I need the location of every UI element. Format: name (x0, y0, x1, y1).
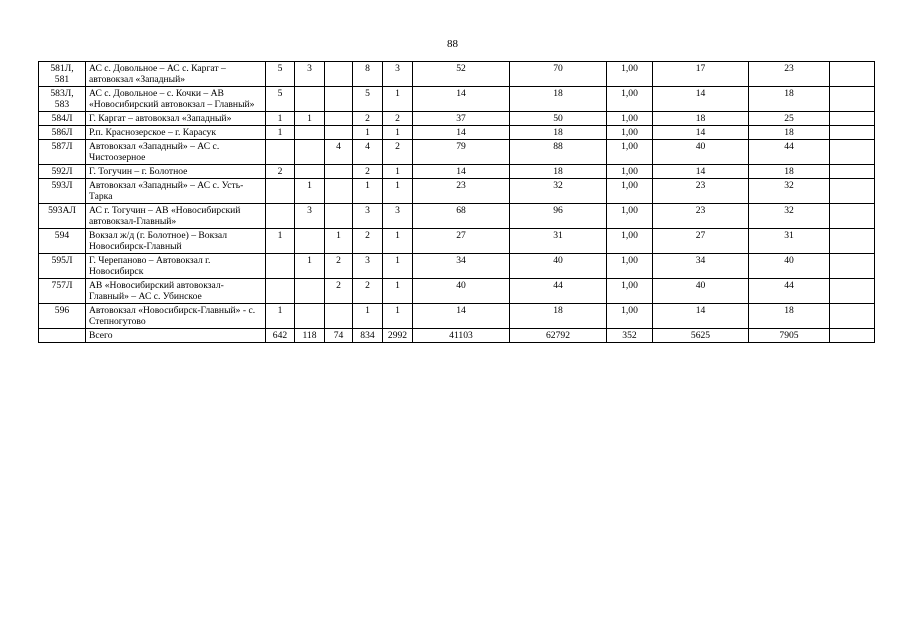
value-cell-c4: 834 (353, 329, 383, 343)
route-number-cell: 592Л (39, 165, 86, 179)
value-cell-c3: 4 (325, 140, 353, 165)
value-cell-c5: 1 (383, 254, 413, 279)
route-name-cell: Автовокзал «Западный» – АС с. Усть-Тарка (86, 179, 266, 204)
value-cell-c8: 1,00 (607, 254, 653, 279)
value-cell-c4: 8 (353, 62, 383, 87)
value-cell-c1 (266, 204, 295, 229)
value-cell-c3 (325, 62, 353, 87)
value-cell-c1: 1 (266, 304, 295, 329)
table-row (39, 304, 875, 329)
value-cell-c6: 14 (413, 87, 510, 112)
value-cell-c10: 44 (749, 140, 830, 165)
value-cell-c1: 642 (266, 329, 295, 343)
value-cell-c9: 40 (653, 279, 749, 304)
value-cell-c3: 2 (325, 254, 353, 279)
value-cell-c6: 27 (413, 229, 510, 254)
route-number-cell: 596 (39, 304, 86, 329)
value-cell-c4: 2 (353, 279, 383, 304)
value-cell-c4: 2 (353, 165, 383, 179)
value-cell-c8: 1,00 (607, 87, 653, 112)
route-name-cell: Автовокзал «Западный» – АС с. Чистоозерное (86, 140, 266, 165)
value-cell-c10: 18 (749, 87, 830, 112)
table-row (39, 165, 875, 179)
table-row (39, 126, 875, 140)
value-cell-c1 (266, 140, 295, 165)
value-cell-c9: 40 (653, 140, 749, 165)
value-cell-c2 (295, 126, 325, 140)
value-cell-c8: 1,00 (607, 304, 653, 329)
value-cell-c1 (266, 179, 295, 204)
value-cell-c6: 37 (413, 112, 510, 126)
value-cell-c8: 1,00 (607, 179, 653, 204)
value-cell-c7: 62792 (510, 329, 607, 343)
route-number-cell: 587Л (39, 140, 86, 165)
value-cell-c6: 79 (413, 140, 510, 165)
route-name-cell: АВ «Новосибирский автовокзал-Главный» – АС с. Убинское (86, 279, 266, 304)
table-row (39, 254, 875, 279)
value-cell-c4: 2 (353, 229, 383, 254)
value-cell-c1: 1 (266, 126, 295, 140)
route-number-cell: 593АЛ (39, 204, 86, 229)
value-cell-c4: 1 (353, 179, 383, 204)
value-cell-c3 (325, 112, 353, 126)
table-row (39, 112, 875, 126)
value-cell-c10: 18 (749, 304, 830, 329)
value-cell-c3 (325, 304, 353, 329)
value-cell-c9: 23 (653, 204, 749, 229)
value-cell-c9: 14 (653, 87, 749, 112)
value-cell-c6: 14 (413, 126, 510, 140)
table-row (39, 87, 875, 112)
value-cell-c5: 1 (383, 229, 413, 254)
value-cell-c9: 27 (653, 229, 749, 254)
value-cell-c2 (295, 87, 325, 112)
value-cell-c11 (830, 87, 875, 112)
value-cell-c8: 1,00 (607, 126, 653, 140)
route-number-cell (39, 329, 86, 343)
value-cell-c11 (830, 254, 875, 279)
value-cell-c3 (325, 179, 353, 204)
value-cell-c9: 5625 (653, 329, 749, 343)
value-cell-c11 (830, 229, 875, 254)
value-cell-c7: 32 (510, 179, 607, 204)
value-cell-c10: 7905 (749, 329, 830, 343)
value-cell-c2 (295, 279, 325, 304)
value-cell-c11 (830, 140, 875, 165)
value-cell-c7: 96 (510, 204, 607, 229)
route-number-cell: 586Л (39, 126, 86, 140)
value-cell-c10: 18 (749, 126, 830, 140)
value-cell-c5: 1 (383, 165, 413, 179)
table-row (39, 204, 875, 229)
value-cell-c10: 32 (749, 204, 830, 229)
value-cell-c7: 50 (510, 112, 607, 126)
value-cell-c2: 3 (295, 62, 325, 87)
table-body (39, 62, 875, 343)
value-cell-c5: 1 (383, 179, 413, 204)
value-cell-c2: 1 (295, 112, 325, 126)
value-cell-c7: 70 (510, 62, 607, 87)
value-cell-c11 (830, 62, 875, 87)
value-cell-c5: 1 (383, 126, 413, 140)
value-cell-c6: 14 (413, 165, 510, 179)
value-cell-c10: 31 (749, 229, 830, 254)
value-cell-c5: 3 (383, 62, 413, 87)
route-number-cell: 583Л, 583 (39, 87, 86, 112)
value-cell-c8: 352 (607, 329, 653, 343)
route-name-cell: Автовокзал «Новосибирск-Главный» - с. Степногутово (86, 304, 266, 329)
value-cell-c3 (325, 165, 353, 179)
value-cell-c6: 23 (413, 179, 510, 204)
value-cell-c4: 5 (353, 87, 383, 112)
value-cell-c5: 2 (383, 112, 413, 126)
value-cell-c6: 34 (413, 254, 510, 279)
route-name-cell: Г. Черепаново – Автовокзал г. Новосибирск (86, 254, 266, 279)
route-name-cell: Вокзал ж/д (г. Болотное) – Вокзал Новосибирск-Главный (86, 229, 266, 254)
value-cell-c5: 2 (383, 140, 413, 165)
value-cell-c11 (830, 165, 875, 179)
value-cell-c2 (295, 165, 325, 179)
table-row (39, 229, 875, 254)
route-number-cell: 584Л (39, 112, 86, 126)
value-cell-c10: 23 (749, 62, 830, 87)
value-cell-c11 (830, 179, 875, 204)
value-cell-c2: 118 (295, 329, 325, 343)
value-cell-c1: 5 (266, 62, 295, 87)
route-number-cell: 594 (39, 229, 86, 254)
value-cell-c3: 1 (325, 229, 353, 254)
value-cell-c11 (830, 126, 875, 140)
value-cell-c10: 18 (749, 165, 830, 179)
value-cell-c1 (266, 279, 295, 304)
value-cell-c9: 18 (653, 112, 749, 126)
value-cell-c4: 2 (353, 112, 383, 126)
value-cell-c7: 88 (510, 140, 607, 165)
value-cell-c4: 1 (353, 126, 383, 140)
routes-table (38, 61, 875, 343)
value-cell-c10: 32 (749, 179, 830, 204)
value-cell-c6: 14 (413, 304, 510, 329)
value-cell-c5: 3 (383, 204, 413, 229)
page-number: 88 (447, 38, 458, 50)
value-cell-c4: 3 (353, 204, 383, 229)
value-cell-c1: 1 (266, 112, 295, 126)
value-cell-c8: 1,00 (607, 279, 653, 304)
value-cell-c5: 1 (383, 87, 413, 112)
value-cell-c2 (295, 229, 325, 254)
value-cell-c5: 1 (383, 304, 413, 329)
value-cell-c11 (830, 112, 875, 126)
value-cell-c3: 2 (325, 279, 353, 304)
value-cell-c2 (295, 140, 325, 165)
value-cell-c7: 31 (510, 229, 607, 254)
value-cell-c9: 17 (653, 62, 749, 87)
value-cell-c7: 44 (510, 279, 607, 304)
value-cell-c8: 1,00 (607, 140, 653, 165)
table-row (39, 279, 875, 304)
route-number-cell: 593Л (39, 179, 86, 204)
value-cell-c11 (830, 279, 875, 304)
value-cell-c4: 4 (353, 140, 383, 165)
value-cell-c8: 1,00 (607, 62, 653, 87)
value-cell-c8: 1,00 (607, 165, 653, 179)
value-cell-c3 (325, 87, 353, 112)
value-cell-c6: 40 (413, 279, 510, 304)
value-cell-c9: 14 (653, 304, 749, 329)
value-cell-c2 (295, 304, 325, 329)
value-cell-c6: 68 (413, 204, 510, 229)
value-cell-c1: 1 (266, 229, 295, 254)
value-cell-c4: 3 (353, 254, 383, 279)
value-cell-c3 (325, 126, 353, 140)
value-cell-c2: 1 (295, 179, 325, 204)
value-cell-c7: 18 (510, 126, 607, 140)
value-cell-c8: 1,00 (607, 112, 653, 126)
value-cell-c1: 5 (266, 87, 295, 112)
value-cell-c9: 34 (653, 254, 749, 279)
route-name-cell: АС г. Тогучин – АВ «Новосибирский автовокзал-Главный» (86, 204, 266, 229)
value-cell-c10: 25 (749, 112, 830, 126)
value-cell-c7: 18 (510, 304, 607, 329)
value-cell-c10: 40 (749, 254, 830, 279)
route-name-cell: АС с. Довольное – АС с. Каргат – автовокзал «Западный» (86, 62, 266, 87)
table-row (39, 179, 875, 204)
value-cell-c9: 23 (653, 179, 749, 204)
value-cell-c8: 1,00 (607, 229, 653, 254)
value-cell-c2: 3 (295, 204, 325, 229)
value-cell-c4: 1 (353, 304, 383, 329)
value-cell-c1 (266, 254, 295, 279)
value-cell-c2: 1 (295, 254, 325, 279)
route-name-cell: АС с. Довольное – с. Кочки – АВ «Новосибирский автовокзал – Главный» (86, 87, 266, 112)
table-row (39, 62, 875, 87)
table-row (39, 140, 875, 165)
value-cell-c9: 14 (653, 165, 749, 179)
value-cell-c7: 40 (510, 254, 607, 279)
route-number-cell: 757Л (39, 279, 86, 304)
value-cell-c9: 14 (653, 126, 749, 140)
value-cell-c6: 52 (413, 62, 510, 87)
value-cell-c11 (830, 204, 875, 229)
value-cell-c10: 44 (749, 279, 830, 304)
route-name-cell: Г. Каргат – автовокзал «Западный» (86, 112, 266, 126)
value-cell-c6: 41103 (413, 329, 510, 343)
value-cell-c11 (830, 329, 875, 343)
value-cell-c5: 2992 (383, 329, 413, 343)
route-number-cell: 595Л (39, 254, 86, 279)
value-cell-c7: 18 (510, 87, 607, 112)
route-name-cell: Р.п. Краснозерское – г. Карасук (86, 126, 266, 140)
table-row (39, 329, 875, 343)
route-number-cell: 581Л, 581 (39, 62, 86, 87)
value-cell-c1: 2 (266, 165, 295, 179)
value-cell-c11 (830, 304, 875, 329)
value-cell-c3: 74 (325, 329, 353, 343)
route-name-cell: Всего (86, 329, 266, 343)
value-cell-c3 (325, 204, 353, 229)
value-cell-c7: 18 (510, 165, 607, 179)
value-cell-c5: 1 (383, 279, 413, 304)
value-cell-c8: 1,00 (607, 204, 653, 229)
route-name-cell: Г. Тогучин – г. Болотное (86, 165, 266, 179)
